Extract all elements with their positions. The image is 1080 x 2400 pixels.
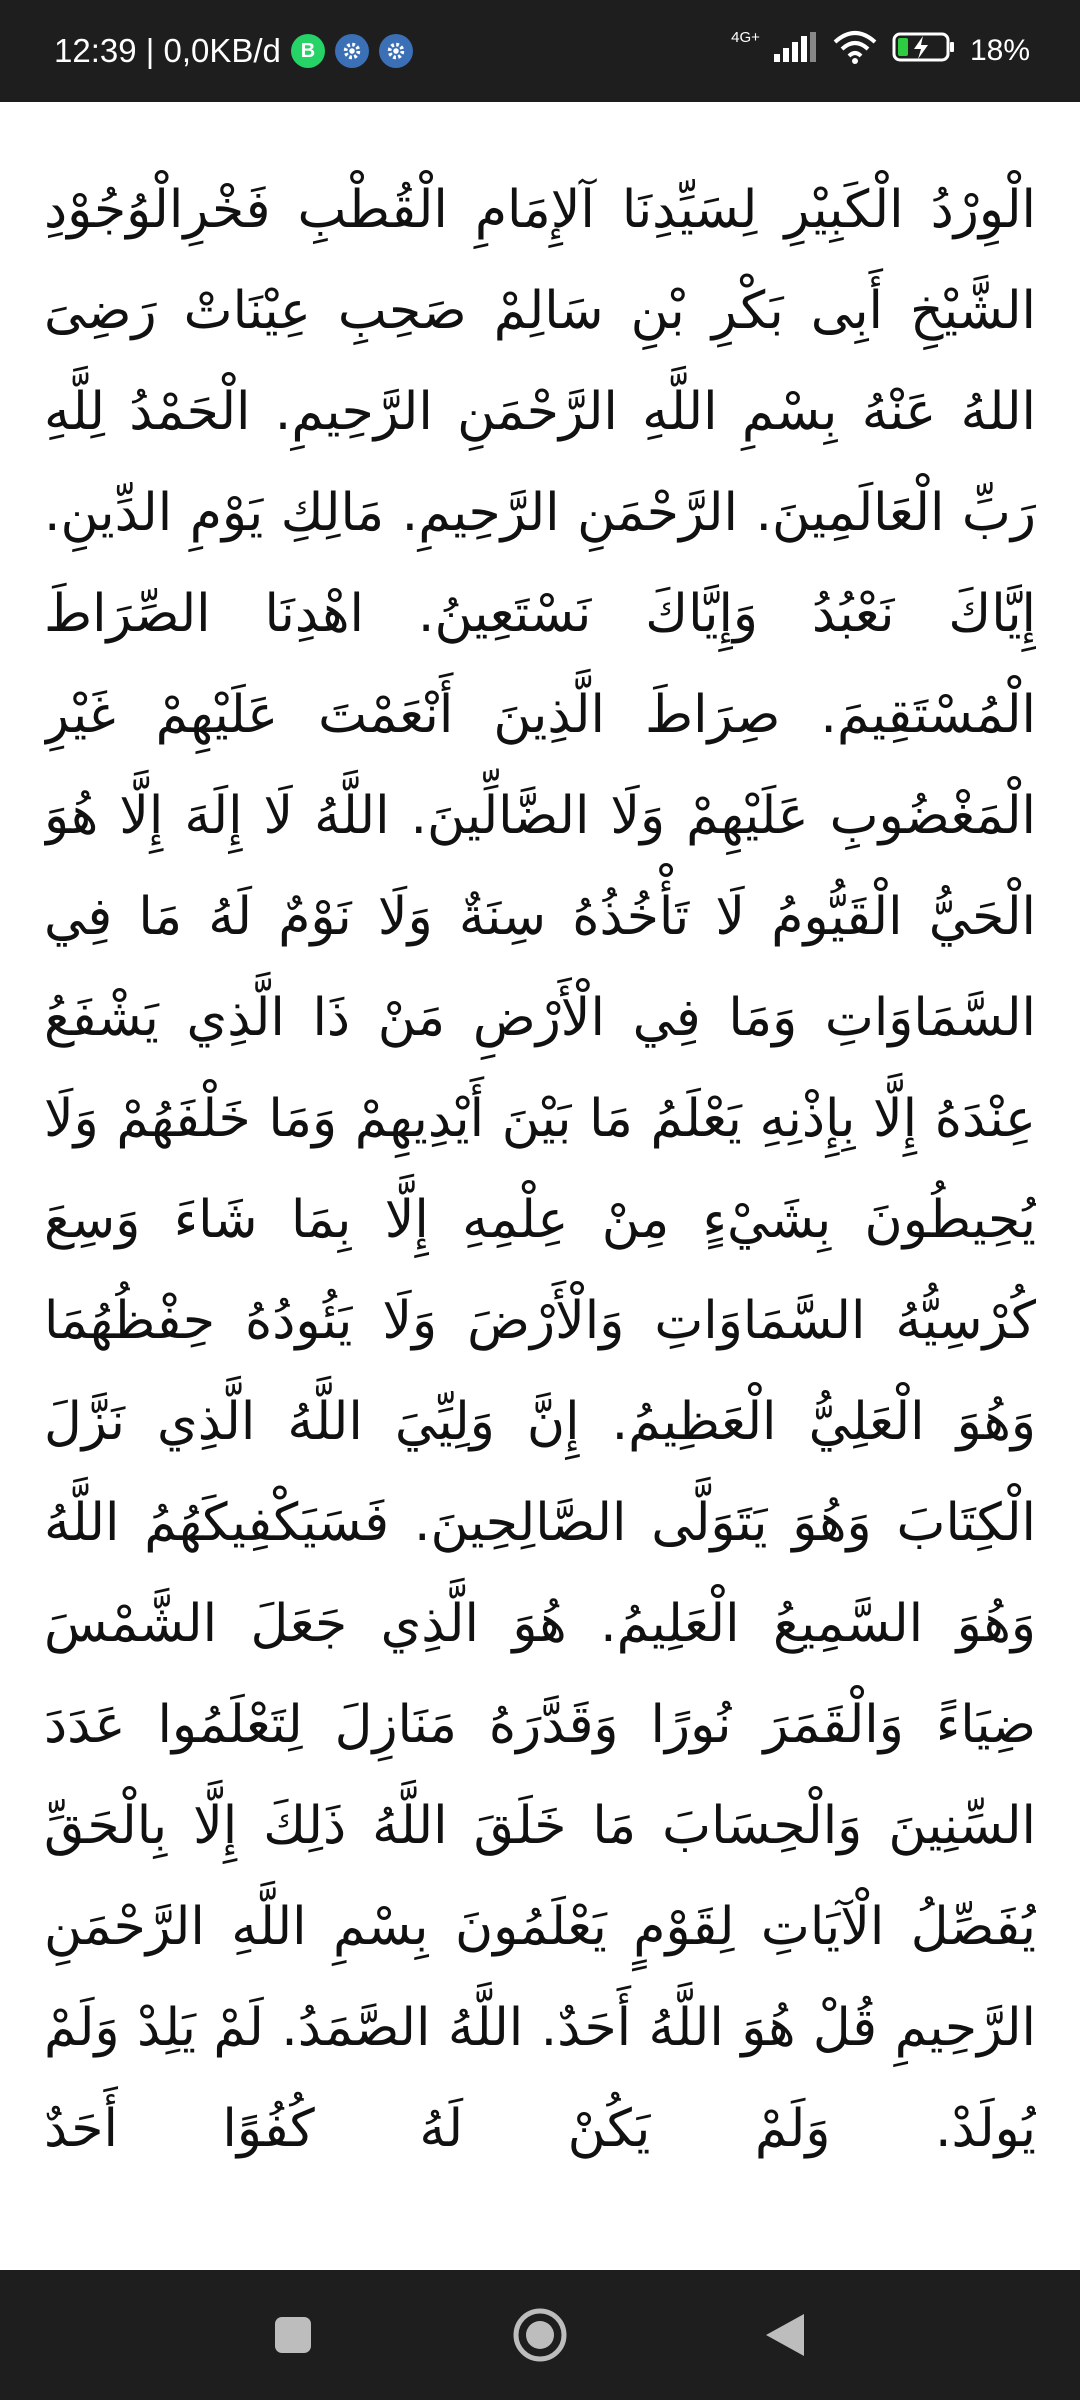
settings-gear-icon (379, 34, 413, 68)
signal-strength-icon (774, 32, 818, 70)
back-icon[interactable] (760, 2310, 810, 2360)
network-type-label: 4G+ (731, 28, 760, 46)
whatsapp-business-icon: B (291, 34, 325, 68)
arabic-text-body: الْوِرْدُ الْكَبِيْرِ لِسَيِّدِنَا آلإِمَامِ الْقُطْبِ فَخْرِالْوُجُوْدِ الشَّيْخِ أَبِى بَكْرِ بْنِ سَالِمْ صَحِبِ عِيْنَاتْ رَضِىَ اللهُ عَنْهُ بِسْمِ اللَّهِ الرَّحْمَنِ الرَّحِيمِ. الْحَمْدُ لِلَّهِ رَبِّ الْعَالَمِينَ. الرَّحْمَنِ الرَّحِيمِ. مَالِكِ يَوْمِ الدِّينِ. إِيَّاكَ نَعْبُدُ وَإِيَّاكَ نَسْتَعِينُ. اهْدِنَا الصِّرَاطَ الْمُسْتَقِيمَ. صِرَاطَ الَّذِينَ أَنْعَمْتَ عَلَيْهِمْ غَيْرِ الْمَغْضُوبِ عَلَيْهِمْ وَلَا الضَّالِّينَ. اللَّهُ لَا إِلَهَ إِلَّا هُوَ الْحَيُّ الْقَيُّومُ لَا تَأْخُذُهُ سِنَةٌ وَلَا نَوْمٌ لَهُ مَا فِي السَّمَاوَاتِ وَمَا فِي الْأَرْضِ مَنْ ذَا الَّذِي يَشْفَعُ عِنْدَهُ إِلَّا بِإِذْنِهِ يَعْلَمُ مَا بَيْنَ أَيْدِيهِمْ وَمَا خَلْفَهُمْ وَلَا يُحِيطُونَ بِشَيْءٍ مِنْ عِلْمِهِ إِلَّا بِمَا شَاءَ وَسِعَ كُرْسِيُّهُ السَّمَاوَاتِ وَالْأَرْضَ وَلَا يَئُودُهُ حِفْظُهُمَا وَهُوَ الْعَلِيُّ الْعَظِيمُ. إِنَّ وَلِيِّيَ اللَّهُ الَّذِي نَزَّلَ الْكِتَابَ وَهُوَ يَتَوَلَّى الصَّالِحِينَ. فَسَيَكْفِيكَهُمُ اللَّهُ وَهُوَ السَّمِيعُ الْعَلِيمُ. هُوَ الَّذِي جَعَلَ الشَّمْسَ ضِيَاءً وَالْقَمَرَ نُورًا وَقَدَّرَهُ مَنَازِلَ لِتَعْلَمُوا عَدَدَ السِّنِينَ وَالْحِسَابَ مَا خَلَقَ اللَّهُ ذَلِكَ إِلَّا بِالْحَقِّ يُفَصِّلُ الْآيَاتِ لِقَوْمٍ يَعْلَمُونَ بِسْمِ اللَّهِ الرَّحْمَنِ الرَّحِيمِ قُلْ هُوَ اللَّهُ أَحَدٌ. اللَّهُ الصَّمَدُ. لَمْ يَلِدْ وَلَمْ يُولَدْ. وَلَمْ يَكُنْ لَهُ كُفُوًا أَحَدٌ (44, 180, 1036, 2159)
battery-percent: 18% (969, 34, 1030, 67)
status-left (54, 0, 413, 102)
status-bar (0, 0, 1080, 102)
clock-and-speed: 12:39 | 0,0KB/d (54, 32, 281, 69)
battery-charging-icon (892, 31, 956, 71)
status-right (731, 0, 1030, 102)
wifi-icon (832, 30, 878, 72)
home-icon[interactable] (512, 2307, 568, 2363)
recent-apps-icon[interactable] (268, 2310, 318, 2360)
settings-gear-icon (335, 34, 369, 68)
reading-content[interactable] (44, 102, 1036, 2270)
navigation-bar (0, 2270, 1080, 2400)
